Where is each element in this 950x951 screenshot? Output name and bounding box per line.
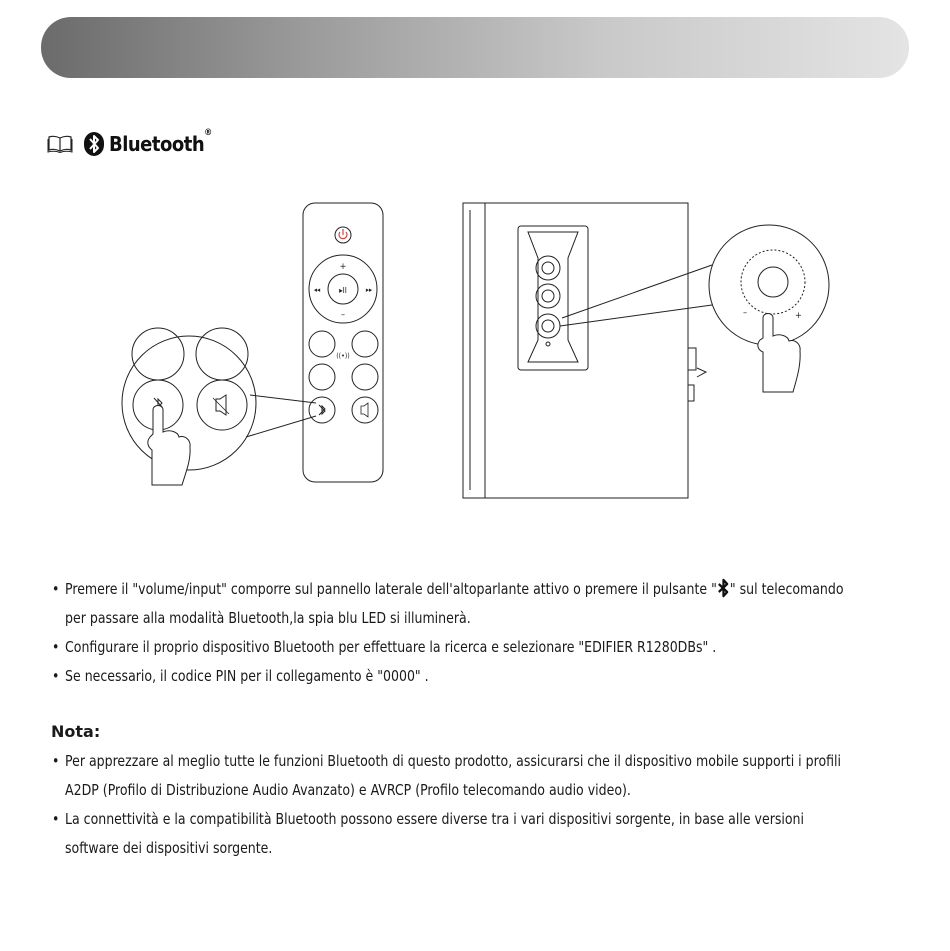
note-list: [52, 747, 861, 863]
instruction-text: per passare alla modalità Bluetooth,la spia blu LED si illuminerà.: [65, 609, 471, 627]
instruction-list: [52, 575, 861, 691]
list-item: [52, 747, 861, 805]
bluetooth-title: Bluetooth®: [109, 128, 212, 156]
svg-text:◂◂: ◂◂: [313, 286, 321, 294]
bluetooth-icon: [718, 578, 729, 598]
note-text: A2DP (Profilo di Distribuzione Audio Avanzato) e AVRCP (Profilo telecomando audio video).: [65, 781, 631, 799]
remote-mid-symbol: ((•)): [336, 352, 350, 360]
svg-text:–: –: [340, 310, 346, 320]
svg-text:▸▸: ▸▸: [365, 286, 373, 294]
bluetooth-logo-icon: [83, 131, 105, 157]
list-item: [52, 662, 861, 691]
svg-text:+: +: [339, 262, 347, 272]
svg-text:▸II: ▸II: [339, 286, 347, 295]
note-text: La connettività e la compatibilità Bluetooth possono essere diverse tra i vari dispositivi sorgente, in base alle versioni: [65, 810, 805, 828]
volume-knob-magnifier: [560, 225, 829, 392]
book-icon: [47, 135, 73, 153]
instruction-text: Configurare il proprio dispositivo Bluetooth per effettuare la ricerca e selezionare "EDIFIER R1280DBs" .: [65, 638, 717, 656]
instruction-text: Premere il "volume/input" comporre sul pannello laterale dell'altoparlante attivo o premere il pulsante ": [65, 580, 717, 598]
section-heading: [47, 130, 212, 158]
remote-control: [303, 203, 383, 482]
svg-text:–: –: [743, 308, 748, 318]
instruction-text: " sul telecomando: [729, 580, 844, 598]
list-item: [52, 805, 861, 863]
list-item: [52, 633, 861, 662]
speaker-side-panel: [463, 203, 706, 498]
svg-text:+: +: [795, 311, 802, 321]
instruction-text: Se necessario, il codice PIN per il collegamento è "0000" .: [65, 667, 429, 685]
header-banner: [41, 17, 909, 78]
illustration: [120, 195, 840, 505]
remote-magnifier: [122, 328, 316, 485]
note-text: Per apprezzare al meglio tutte le funzioni Bluetooth di questo prodotto, assicurarsi che il dispositivo mobile supporti i profili: [65, 752, 842, 770]
note-title: Nota:: [51, 722, 101, 741]
list-item: [52, 575, 861, 633]
note-text: software dei dispositivi sorgente.: [65, 839, 273, 857]
